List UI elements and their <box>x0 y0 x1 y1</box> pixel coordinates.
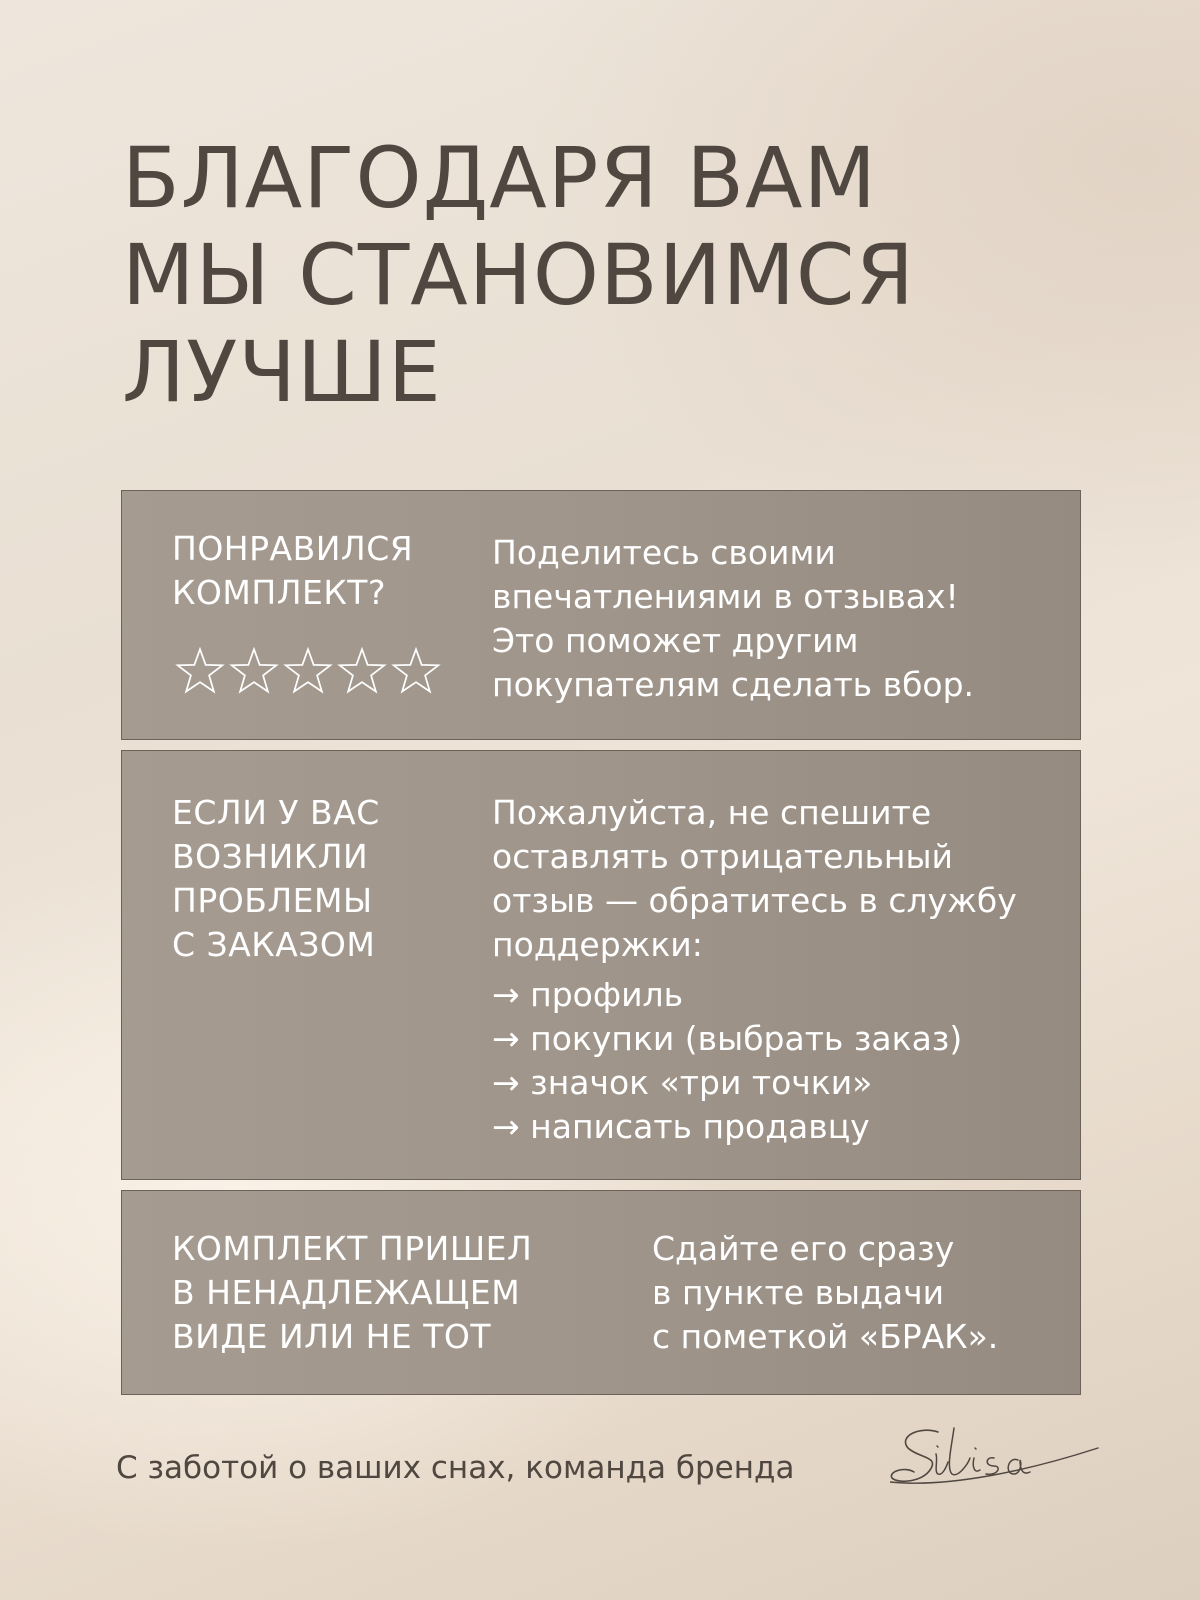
card-title-defective-set: КОМПЛЕКТ ПРИШЕЛ В НЕНАДЛЕЖАЩЕМ ВИДЕ ИЛИ НЕ ТОТ <box>172 1229 533 1356</box>
footer-text: С заботой о ваших снах, команда бренда <box>116 1450 795 1486</box>
star-outline-icon <box>228 646 280 698</box>
card-defective-set <box>121 1190 1081 1395</box>
support-step: → профиль <box>492 975 684 1014</box>
support-steps-list <box>492 973 962 1149</box>
card-title-liked-set: ПОНРАВИЛСЯ КОМПЛЕКТ? <box>172 529 414 612</box>
card-body-liked-set: Поделитесь своими впечатлениями в отзывах! Это поможет другим покупателям сделать вбор. <box>492 533 975 704</box>
star-outline-icon <box>174 646 226 698</box>
card-body-order-problems: Пожалуйста, не спешите оставлять отрицательный отзыв — обратитесь в службу поддержки: <box>492 793 1017 964</box>
card-body-defective-set: Сдайте его сразу в пункте выдачи с пометкой «БРАК». <box>652 1229 999 1356</box>
card-order-problems <box>121 750 1081 1180</box>
headline-line-3: ЛУЧШЕ <box>122 323 442 421</box>
card-title-order-problems: ЕСЛИ У ВАС ВОЗНИКЛИ ПРОБЛЕМЫ С ЗАКАЗОМ <box>172 793 380 964</box>
card-liked-set <box>121 490 1081 740</box>
headline-line-2: МЫ СТАНОВИМСЯ <box>122 226 915 324</box>
rating-stars <box>174 646 442 698</box>
support-step: → значок «три точки» <box>492 1063 873 1102</box>
star-outline-icon <box>282 646 334 698</box>
brand-signature-logo <box>890 1418 1100 1498</box>
star-outline-icon <box>390 646 442 698</box>
headline-line-1: БЛАГОДАРЯ ВАМ <box>122 129 877 227</box>
support-step: → написать продавцу <box>492 1107 870 1146</box>
headline <box>122 130 915 421</box>
support-step: → покупки (выбрать заказ) <box>492 1019 963 1058</box>
star-outline-icon <box>336 646 388 698</box>
